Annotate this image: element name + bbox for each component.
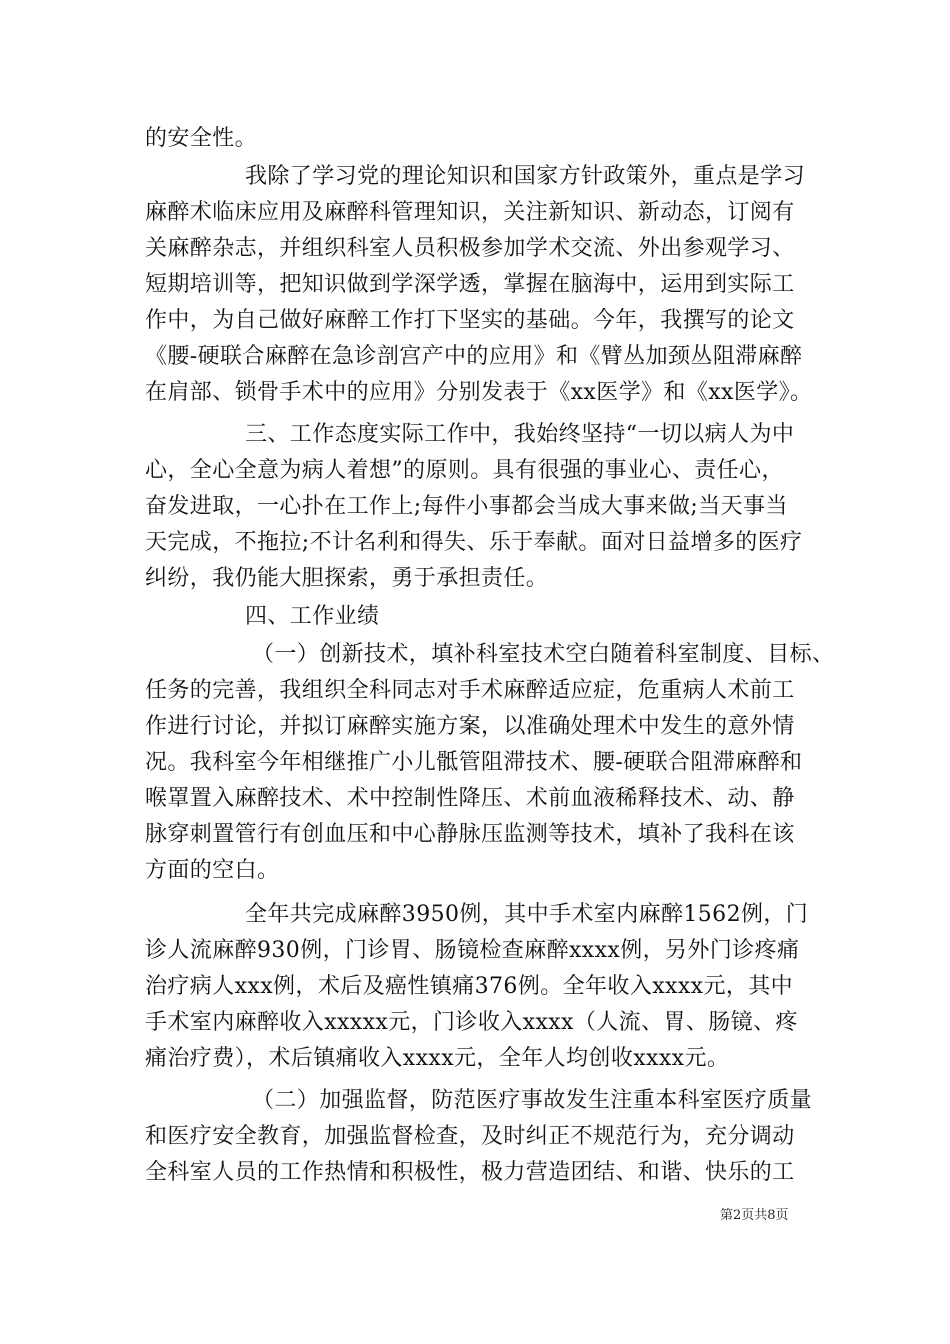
text-line: 作中，为自己做好麻醉工作打下坚实的基础。今年，我撰写的论文: [145, 308, 795, 333]
page-number: 第2页共8页: [720, 1208, 789, 1223]
text-line: 天完成，不拖拉;不计名利和得失、乐于奉献。面对日益增多的医疗: [145, 530, 803, 555]
text-line: （一）创新技术，填补科室技术空白随着科室制度、目标、: [252, 642, 835, 667]
text-line: 任务的完善，我组织全科同志对手术麻醉适应症，危重病人术前工: [145, 678, 795, 703]
text-line: 痛治疗费），术后镇痛收入xxxx元，全年人均创收xxxx元。: [145, 1046, 730, 1071]
text-line: 况。我科室今年相继推广小儿骶管阻滞技术、腰-硬联合阻滞麻醉和: [145, 750, 803, 775]
section-heading: 四、工作业绩: [245, 604, 380, 629]
text-line: 和医疗安全教育，加强监督检查，及时纠正不规范行为，充分调动: [145, 1124, 795, 1149]
text-line: 全科室人员的工作热情和积极性，极力营造团结、和谐、快乐的工: [145, 1160, 795, 1185]
text-line: 的安全性。: [145, 126, 258, 151]
text-line: 全年共完成麻醉3950例，其中手术室内麻醉1562例，门: [245, 902, 809, 927]
text-line: 心，全心全意为病人着想”的原则。具有很强的事业心、责任心，: [145, 458, 784, 483]
text-line: 关麻醉杂志，并组织科室人员积极参加学术交流、外出参观学习、: [145, 236, 795, 261]
text-line: 我除了学习党的理论知识和国家方针政策外，重点是学习: [245, 164, 806, 189]
text-line: （二）加强监督，防范医疗事故发生注重本科室医疗质量: [252, 1088, 813, 1113]
text-line: 《腰-硬联合麻醉在急诊剖宫产中的应用》和《臂丛加颈丛阻滞麻醉: [145, 344, 803, 369]
text-line: 短期培训等，把知识做到学深学透，掌握在脑海中，运用到实际工: [145, 272, 795, 297]
text-line: 麻醉术临床应用及麻醉科管理知识，关注新知识、新动态，订阅有: [145, 200, 795, 225]
text-line: 三、工作态度实际工作中，我始终坚持“一切以病人为中: [245, 422, 795, 447]
text-line: 手术室内麻醉收入xxxxx元，门诊收入xxxx（人流、胃、肠镜、疼: [145, 1010, 798, 1035]
text-line: 治疗病人xxx例，术后及癌性镇痛376例。全年收入xxxx元，其中: [145, 974, 794, 999]
text-line: 作进行讨论，并拟订麻醉实施方案，以准确处理术中发生的意外情: [145, 714, 795, 739]
text-line: 脉穿刺置管行有创血压和中心静脉压监测等技术，填补了我科在该: [145, 822, 795, 847]
text-line: 奋发进取，一心扑在工作上;每件小事都会当成大事来做;当天事当: [145, 494, 788, 519]
text-line: 诊人流麻醉930例，门诊胃、肠镜检查麻醉xxxx例，另外门诊疼痛: [145, 938, 800, 963]
text-line: 方面的空白。: [145, 858, 280, 883]
text-line: 纠纷，我仍能大胆探索，勇于承担责任。: [145, 566, 549, 591]
text-line: 在肩部、锁骨手术中的应用》分别发表于《xx医学》和《xx医学》。: [145, 380, 813, 405]
text-line: 喉罩置入麻醉技术、术中控制性降压、术前血液稀释技术、动、静: [145, 786, 795, 811]
